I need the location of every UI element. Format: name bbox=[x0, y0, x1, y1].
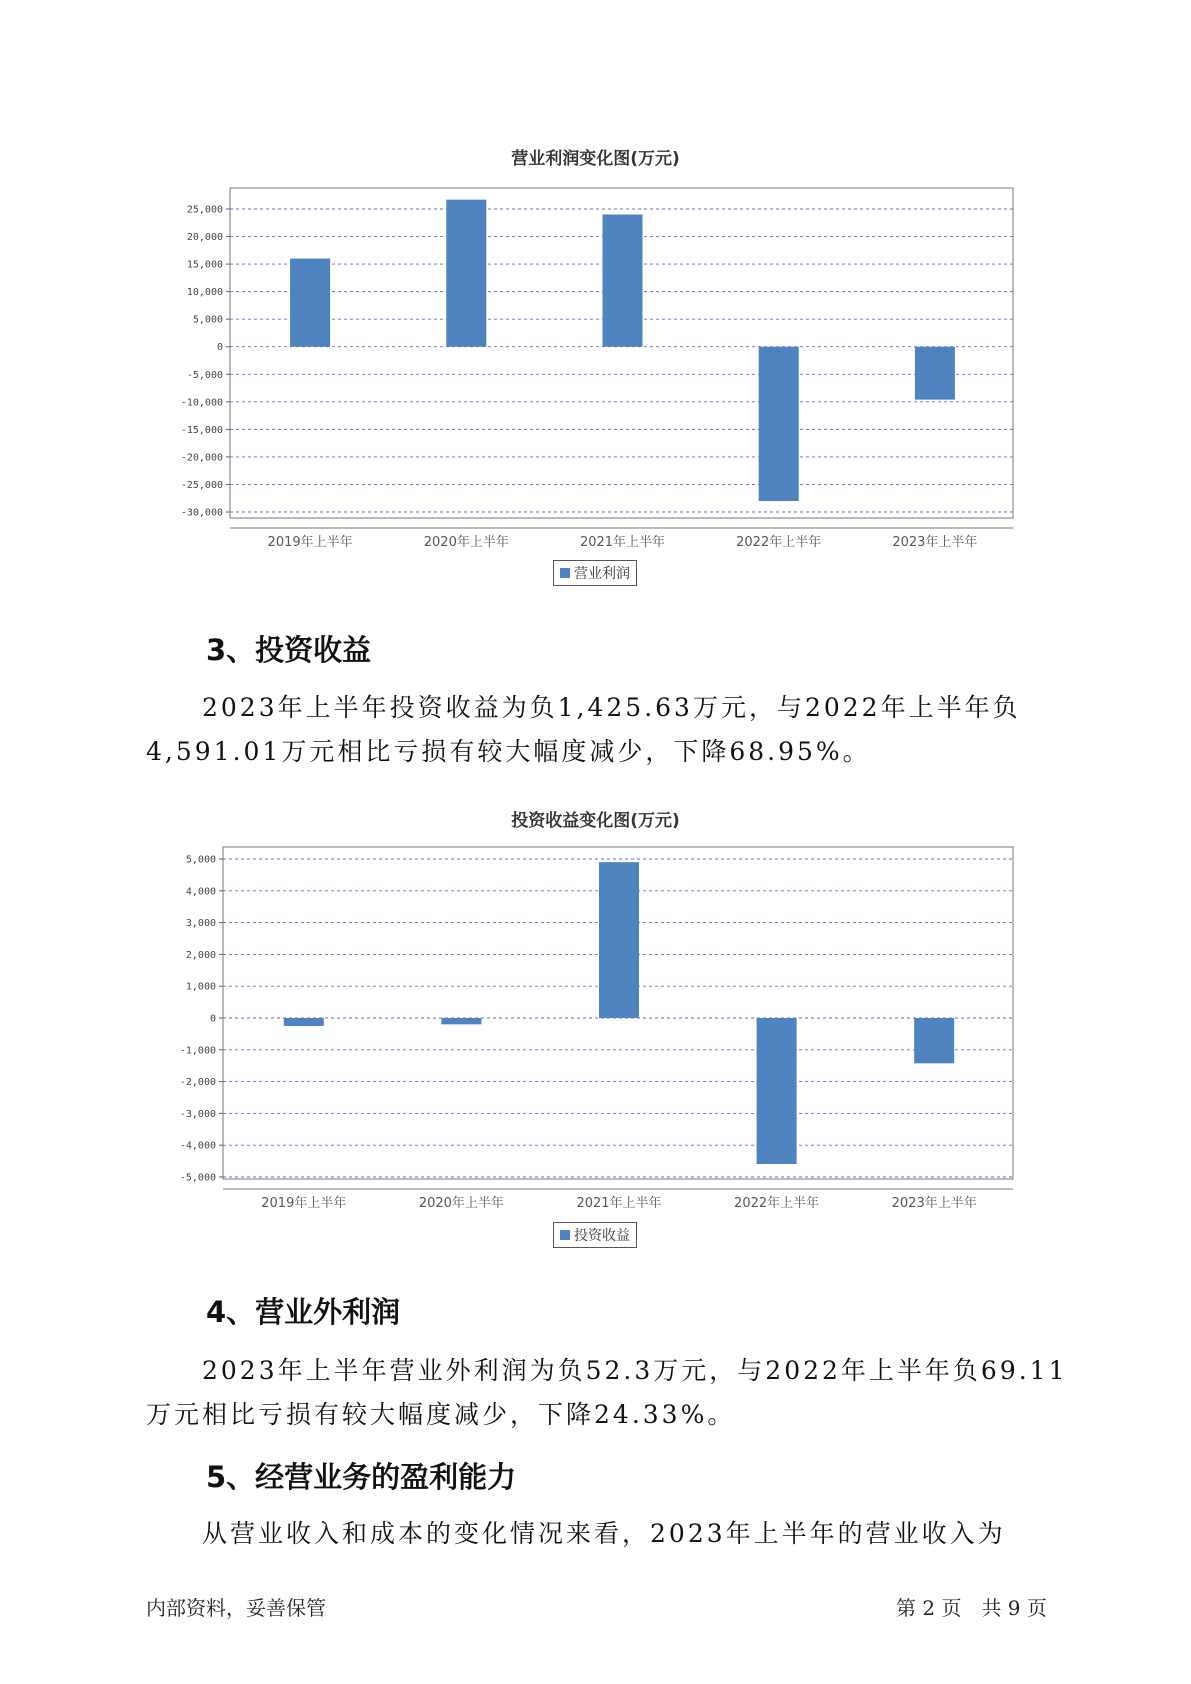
x-tick-label: 2021年上半年 bbox=[576, 1196, 662, 1211]
bar bbox=[915, 347, 955, 400]
profit-chart-title: 营业利润变化图(万元) bbox=[511, 149, 680, 169]
x-tick-label: 2020年上半年 bbox=[423, 535, 509, 550]
section-3-heading: 3、投资收益 bbox=[206, 633, 372, 667]
y-tick-label: 2,000 bbox=[185, 949, 216, 961]
y-tick-label: -3,000 bbox=[179, 1108, 216, 1120]
footer-page-number: 第 2 页 共 9 页 bbox=[896, 1596, 1047, 1620]
x-tick-label: 2023年上半年 bbox=[892, 535, 978, 550]
x-tick-label: 2022年上半年 bbox=[734, 1196, 820, 1211]
bar bbox=[441, 1018, 481, 1024]
x-tick-label: 2022年上半年 bbox=[736, 535, 822, 550]
bar bbox=[914, 1018, 954, 1063]
invest-chart bbox=[0, 843, 1191, 1213]
y-tick-label: -1,000 bbox=[179, 1045, 216, 1057]
y-tick-label: -10,000 bbox=[180, 397, 223, 409]
section-5-text: 从营业收入和成本的变化情况来看，2023年上半年的营业收入为 bbox=[202, 1519, 1006, 1548]
profit-chart bbox=[0, 180, 1191, 550]
invest-chart-title: 投资收益变化图(万元) bbox=[511, 811, 680, 831]
y-tick-label: 0 bbox=[209, 1013, 216, 1025]
y-tick-label: -5,000 bbox=[179, 1172, 216, 1184]
bar bbox=[290, 259, 330, 347]
section-5-heading: 5、经营业务的盈利能力 bbox=[206, 1460, 517, 1494]
section-3-text: 2023年上半年投资收益为负1,425.63万元，与2022年上半年负4,591.01万元相比亏损有较大幅度减少，下降68.95%。 bbox=[146, 693, 1021, 766]
bar bbox=[446, 200, 486, 347]
legend-swatch bbox=[560, 1230, 570, 1240]
bar bbox=[599, 862, 639, 1018]
y-tick-label: 5,000 bbox=[192, 314, 223, 326]
y-tick-label: 3,000 bbox=[185, 918, 216, 930]
y-tick-label: -2,000 bbox=[179, 1077, 216, 1089]
y-tick-label: -15,000 bbox=[180, 424, 223, 436]
legend-swatch bbox=[560, 568, 570, 578]
y-tick-label: 25,000 bbox=[186, 204, 223, 216]
x-tick-label: 2019年上半年 bbox=[261, 1196, 347, 1211]
x-tick-label: 2021年上半年 bbox=[579, 535, 666, 550]
bar bbox=[284, 1018, 324, 1026]
bar bbox=[603, 215, 643, 347]
bar bbox=[759, 347, 799, 501]
footer-left: 内部资料，妥善保管 bbox=[146, 1596, 326, 1620]
x-tick-label: 2020年上半年 bbox=[418, 1196, 504, 1211]
y-tick-label: 4,000 bbox=[185, 886, 216, 898]
y-tick-label: 10,000 bbox=[186, 287, 223, 299]
y-tick-label: -30,000 bbox=[180, 507, 223, 519]
y-tick-label: -5,000 bbox=[186, 369, 223, 381]
profit-legend-label: 营业利润 bbox=[574, 566, 630, 582]
invest-legend-label: 投资收益 bbox=[574, 1228, 630, 1244]
section-4-text: 2023年上半年营业外利润为负52.3万元，与2022年上半年负69.11万元相比亏损有较大幅度减少，下降24.33%。 bbox=[146, 1356, 1068, 1429]
bar bbox=[757, 1018, 797, 1164]
y-tick-label: -25,000 bbox=[180, 479, 223, 491]
x-tick-label: 2023年上半年 bbox=[891, 1196, 977, 1211]
invest-legend bbox=[553, 1222, 637, 1248]
y-tick-label: 5,000 bbox=[185, 854, 216, 866]
y-tick-label: 15,000 bbox=[186, 259, 223, 271]
section-4-heading: 4、营业外利润 bbox=[206, 1295, 401, 1329]
y-tick-label: 20,000 bbox=[186, 232, 223, 244]
y-tick-label: -4,000 bbox=[179, 1140, 216, 1152]
y-tick-label: -20,000 bbox=[180, 452, 223, 464]
y-tick-label: 1,000 bbox=[185, 981, 216, 993]
x-tick-label: 2019年上半年 bbox=[267, 535, 353, 550]
y-tick-label: 0 bbox=[216, 342, 223, 354]
profit-legend bbox=[553, 560, 637, 586]
